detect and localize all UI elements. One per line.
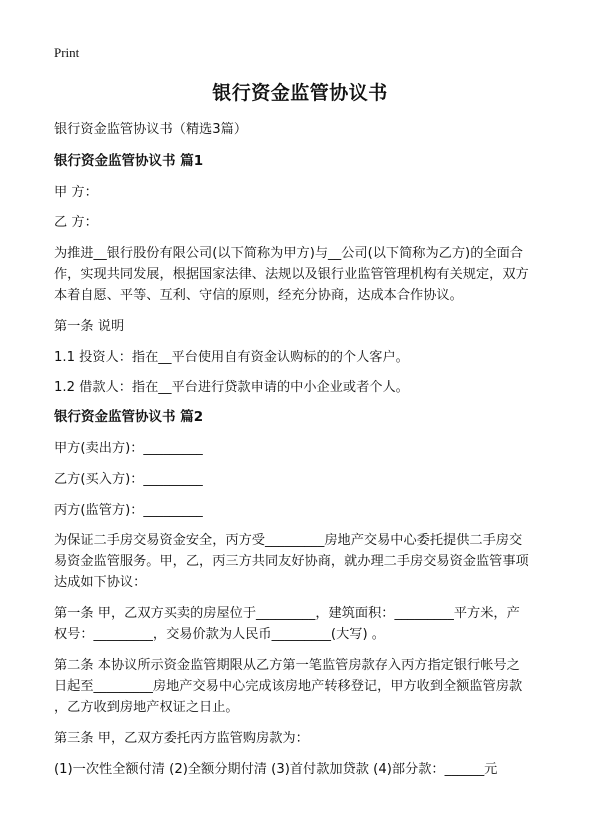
part1-intro-line-2: 作，实现共同发展，根据国家法律、法规以及银行业监管管理机构有关规定，双方 [54,267,529,282]
part2-party-b: 乙方(买入方)：_________ [54,472,203,487]
part2-intro-line-2: 易资金监管服务。甲，乙，丙三方共同友好协商，就办理二手房交易资金监管事项 [54,554,529,569]
part2-party-c: 丙方(监管方)：_________ [54,503,203,518]
part2-payment-options: (1)一次性全额付清 (2)全额分期付清 (3)首付款加贷款 (4)部分款：______元 [54,762,498,777]
part2-article-1-line-1: 第一条 甲，乙双方买卖的房屋位于_________，建筑面积：_________平方米，产 [54,606,520,621]
part2-article-2-line-2: 日起至_________房地产交易中心完成该房地产转移登记，甲方收到全额监管房款 [54,679,523,694]
part1-party-b: 乙 方： [54,215,98,230]
document-subtitle: 银行资金监管协议书（精选3篇） [54,122,248,137]
part1-intro-line-3: 本着自愿、平等、互利、守信的原则，经充分协商，达成本合作协议。 [54,288,463,303]
part1-party-a: 甲 方： [54,185,98,200]
print-label[interactable]: Print [54,45,80,60]
part2-article-2-line-3: ，乙方收到房地产权证之日止。 [54,700,239,715]
document-title: 银行资金监管协议书 [212,82,388,104]
part2-article-3: 第三条 甲，乙双方委托丙方监管购房款为： [54,731,309,746]
part2-article-2-line-1: 第二条 本协议所示资金监管期限从乙方第一笔监管房款存入丙方指定银行帐号之 [54,658,520,673]
part1-heading: 银行资金监管协议书 篇1 [54,153,204,169]
part2-intro-line-3: 达成如下协议： [54,575,147,590]
part1-item-1-1: 1.1 投资人：指在__平台使用自有资金认购标的的个人客户。 [54,350,409,365]
part1-item-1-2: 1.2 借款人：指在__平台进行贷款申请的中小企业或者个人。 [54,380,409,395]
part1-intro-line-1: 为推进__银行股份有限公司(以下简称为甲方)与__公司(以下简称为乙方)的全面合 [54,246,523,261]
part2-party-a: 甲方(卖出方)：_________ [54,441,203,456]
part2-heading: 银行资金监管协议书 篇2 [54,409,204,425]
part1-article-1: 第一条 说明 [54,319,125,334]
part2-intro-line-1: 为保证二手房交易资金安全，丙方受_________房地产交易中心委托提供二手房交 [54,533,523,548]
part2-article-1-line-2: 权号：_________，交易价款为人民币_________(大写) 。 [54,627,385,642]
